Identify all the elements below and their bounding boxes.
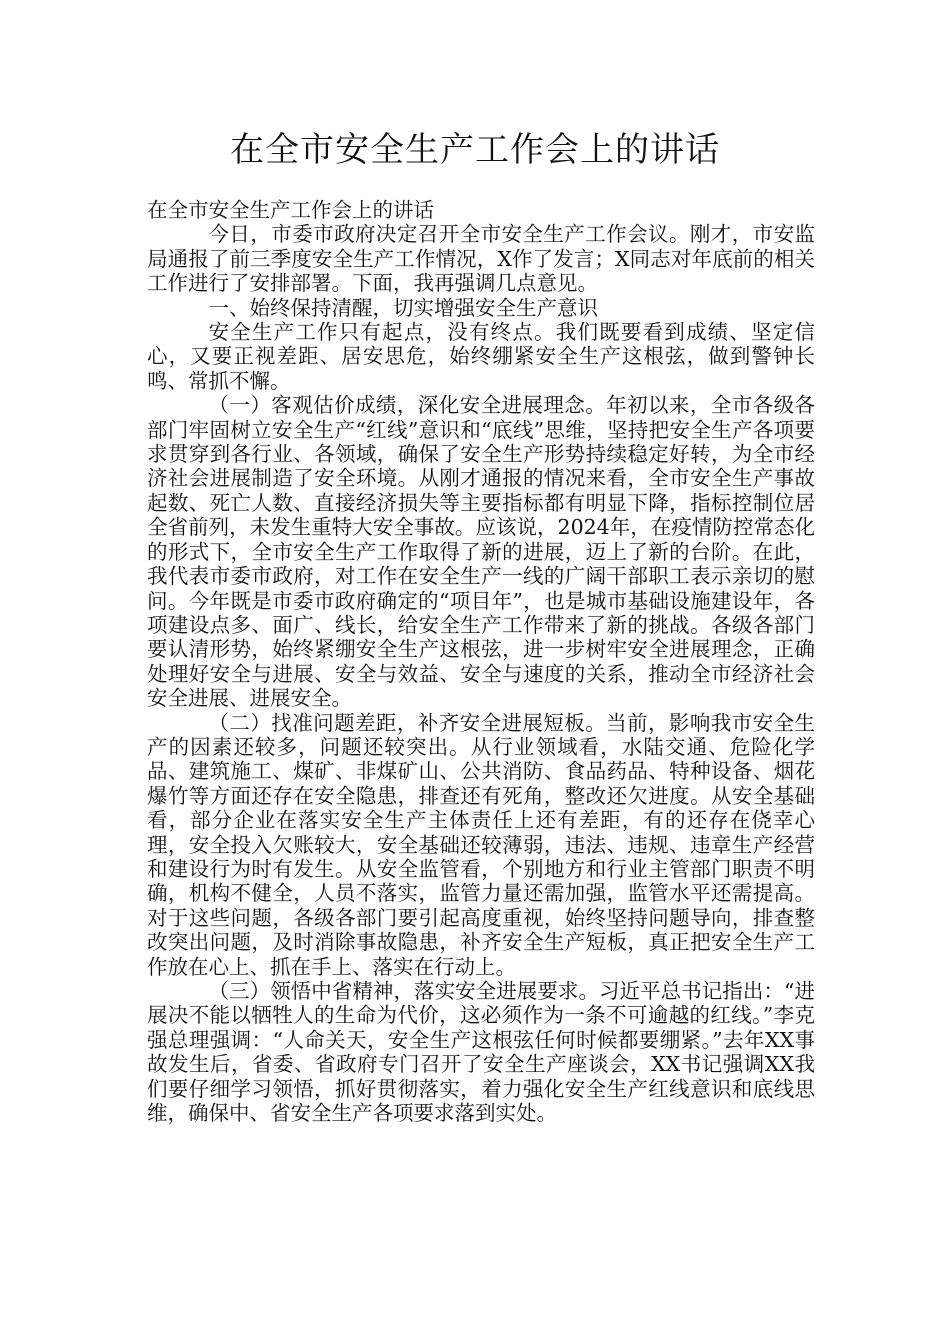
section-heading-1: 一、始终保持清醒，切实增强安全生产意识 [208, 295, 598, 320]
paragraph-intro: 今日，市委市政府决定召开全市安全生产工作会议。刚才，市安监局通报了前三季度安全生产工作情况，X作了发言；X同志对年底前的相关工作进行了安排部署。下面，我再强调几点意见。 [147, 222, 815, 296]
document-title: 在全市安全生产工作会上的讲话 [230, 130, 720, 170]
paragraph-subsection-1: （一）客观估价成绩，深化安全进展理念。年初以来，全市各级各部门牢固树立安全生产“红线”意识和“底线”思维，坚持把安全生产各项要求贯穿到各行业、各领域，确保了安全生产形势持续稳定好转，为全市经济社会进展制造了安全环境。从刚才通报的情况来看，全市安全生产事故起数、死亡人数、直接经济损失等主要指标都有明显下降，指标控制位居全省前列，未发生重特大安全事故。应该说，2024年，在疫情防控常态化的形式下，全市安全生产工作取得了新的进展，迈上了新的台阶。在此，我代表市委市政府，对工作在安全生产一线的广阔干部职工表示亲切的慰问。今年既是市委市政府确定的“项目年”，也是城市基础设施建设年，各项建设点多、面广、线长，给安全生产工作带来了新的挑战。各级各部门要认清形势，始终紧绷安全生产这根弦，进一步树牢安全进展理念，正确处理好安全与进展、安全与效益、安全与速度的关系，推动全市经济社会安全进展、进展安全。 [147, 393, 815, 711]
paragraph-subsection-3: （三）领悟中省精神，落实安全进展要求。习近平总书记指出：“进展决不能以牺牲人的生命为代价，这必须作为一条不可逾越的红线。”李克强总理强调：“人命关天，安全生产这根弦任何时候都要绷紧。”去年XX事故发生后，省委、省政府专门召开了安全生产座谈会，XX书记强调XX我们要仔细学习领悟，抓好贯彻落实，着力强化安全生产红线意识和底线思维，确保中、省安全生产各项要求落到实处。 [147, 979, 815, 1126]
document-body [147, 198, 815, 1125]
paragraph-subsection-2: （二）找准问题差距，补齐安全进展短板。当前，影响我市安全生产的因素还较多，问题还较突出。从行业领域看，水陆交通、危险化学品、建筑施工、煤矿、非煤矿山、公共消防、食品药品、特种设备、烟花爆竹等方面还存在安全隐患，排查还有死角，整改还欠进度。从安全基础看，部分企业在落实安全生产主体责任上还有差距，有的还存在侥幸心理，安全投入欠账较大，安全基础还较薄弱，违法、违规、违章生产经营和建设行为时有发生。从安全监管看，个别地方和行业主管部门职责不明确，机构不健全，人员不落实，监管力量还需加强，监管水平还需提高。对于这些问题，各级各部门要引起高度重视，始终坚持问题导向，排查整改突出问题，及时消除事故隐患，补齐安全生产短板，真正把安全生产工作放在心上、抓在手上、落实在行动上。 [147, 710, 815, 979]
speech-subtitle: 在全市安全生产工作会上的讲话 [147, 198, 434, 222]
paragraph-section-1-lead: 安全生产工作只有起点，没有终点。我们既要看到成绩、坚定信心，又要正视差距、居安思危，始终绷紧安全生产这根弦，做到警钟长鸣、常抓不懈。 [147, 320, 815, 393]
